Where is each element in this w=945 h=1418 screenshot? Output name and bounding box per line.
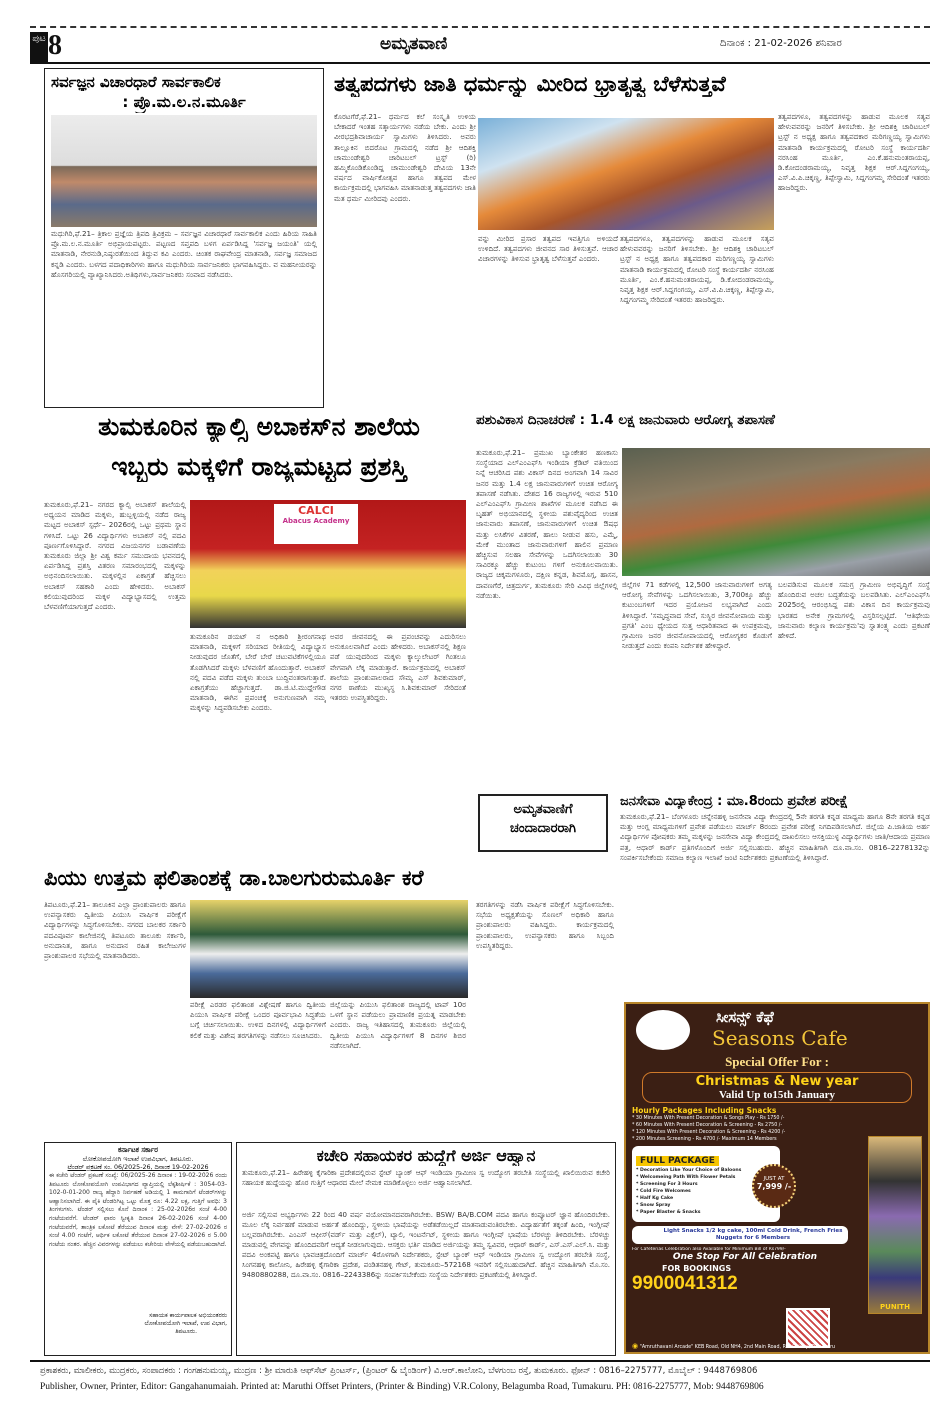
subscribe-line-1: ಅಮೃತವಾಣಿಗೆ [513,802,573,817]
story-tatvapada-headline: ತತ್ವಪದಗಳು ಜಾತಿ ಧರ್ಮನ್ನು ಮೀರಿದ ಭ್ರಾತೃತ್ವ ಬೆಳೆಸುತ್ತವೆ [334,72,726,96]
story-pu-headline: ಪಿಯು ಉತ್ತಮ ಫಲಿತಾಂಶಕ್ಕೆ ಡಾ.ಬಾಲಗುರುಮೂರ್ತಿ ಕರೆ [44,866,424,890]
hourly-item: * 200 Minutes Screening - Rs 4700 /- Maximum 14 Members [632,1137,777,1142]
story-pu-col4: ತರಗತಿಗಳನ್ನು ನಡೆಸಿ ವಾರ್ಷಿಕ ಪರೀಕ್ಷೆಗೆ ಸಿದ್ಧಗೊಳಿಸಬೇಕು. ಸಭೆಯ ಅಧ್ಯಕ್ಷತೆಯನ್ನು ಸೊಣಲ್ ಅಧಿಕಾರಿ ಹಾಗೂ ಪ್ರಾಂಶುಪಾಲರು ವಹಿಸಿದ್ದರು. ಕಾರ್ಯಕ್ರಮದಲ್ಲಿ ಪ್ರಾಂಶುಪಾಲರು, ಉಪನ್ಯಾಸಕರು ಹಾಗೂ ಸಿಬ್ಬಂದಿ ಉಪಸ್ಥಿತರಿದ್ದರು. [476,900,614,950]
offer-title: Special Offer For : [725,1054,829,1069]
cafe-name-english: Seasons Cafe [712,1026,848,1050]
ad-photo-caption: PUNITH [880,1303,910,1311]
story-sarvajna [44,68,324,408]
story-pashuvikas-col1: ತುಮಕೂರು,ಫೆ.21– ಪ್ರಮುಖ ಬ್ಯಾಂಕೇತರ ಹಣಕಾಸು ಸಂಸ್ಥೆಯಾದ ಎಲ್‌ಎಂಎಫ್‌ಸಿ ಇಂಡಿಯಾ ಕ್ರೆಡಿಟ್ ವತಿಯಿಂದ ನಿನ್ನೆ ಆಚರಿಸಿದ ಪಶು ವಿಕಾಸ್ ದಿನದ ಅಂಗವಾಗಿ 14 ಸಾವಿರ ಜನರ ಮತ್ತು 1.4 ಲಕ್ಷ ಜಾನುವಾರುಗಳಿಗೆ ಉಚಿತ ಆರೋಗ್ಯ ತಪಾಸಣೆ ನಡೆಸಿತು. ದೇಶದ 16 ರಾಜ್ಯಗಳಲ್ಲಿ ಇರುವ 510 ಎಲ್‌ಎಂಎಫ್‌ಸಿ ಗ್ರಾಮೀಣ ಶಾಖೆಗಳ ಮೂಲಕ ನಡೆಸಿದ ಈ ಬೃಹತ್ ಅಭಿಯಾನದಲ್ಲಿ ಸ್ಥಳೀಯ ಪಶುವೈದ್ಯರಿಂದ ಉಚಿತ ಜಾನುವಾರು ತಪಾಸಣೆ, ಜಾನುವಾರುಗಳಿಗೆ ಉಚಿತ ಔಷಧ ಮತ್ತು ಲಸಿಕೆಗಳ ವಿತರಣೆ, ಹಾಲು ನೀಡುವ ಹಸು, ಎಮ್ಮೆ, ಮೇಕೆ ಮುಂತಾದ ಜಾನುವಾರುಗಳಿಗೆ ಹಾಲಿನ ಪ್ರಮಾಣ ಹೆಚ್ಚಿಸುವ ಸಲಹಾ ಸೇವೆಗಳನ್ನು ಒದಗಿಸಲಾಯಿತು 30 ಸಾವಿರಕ್ಕೂ ಹೆಚ್ಚು ಕುಟುಂಬ ಗಳಿಗೆ ಅನುಕೂಲವಾಯಿತು. ರಾಜ್ಯದ ಚಿಕ್ಕಮಗಳೂರು, ದಕ್ಷಿಣ ಕನ್ನಡ, ಶಿವಮೊಗ್ಗ, ಹಾಸನ, ದಾವಣಗೆರೆ, ಚಿತ್ರದುರ್ಗ, ತುಮಕೂರು ಸೇರಿ ವಿವಿಧ ಜಿಲ್ಲೆಗಳಲ್ಲಿ ನಡೆಯಿತು. [476,448,618,600]
ad-address-text: "Amruthavani Arcade" KEB Road, Old NH4, 2nd Main Road, R.V Colony, Tumakuru [639,1345,836,1350]
full-item: * Decoration Like Your Choice of Baloons [636,1168,742,1173]
location-pin-icon: ◉ [632,1342,639,1350]
story-pashuvikas-photo [622,448,930,576]
calci-banner-title: CALCI [298,504,334,517]
story-sarvajna-headline-1: ಸರ್ವಜ್ಞನ ವಿಚಾರಧಾರೆ ಸಾರ್ವಕಾಲಿಕ [51,73,221,91]
calci-banner-subtitle: Abacus Academy [282,517,350,525]
story-pu-col1: ತಿಪಟೂರು,ಫೆ.21– ತಾಲೂಕಿನ ಎಲ್ಲಾ ಪ್ರಾಂಶುಪಾಲರು ಹಾಗೂ ಉಪನ್ಯಾಸಕರು ದ್ವಿತೀಯ ಪಿಯುಸಿ ವಾರ್ಷಿಕ ಪರೀಕ್ಷೆಗೆ ವಿದ್ಯಾರ್ಥಿಗಳನ್ನು ಸಿದ್ಧಗೊಳಿಸಬೇಕು. ನಗರದ ಬಾಲಕರ ಸರ್ಕಾರಿ ಪದವಿಪೂರ್ವ ಕಾಲೇಜಿನಲ್ಲಿ ತಿಪಟೂರು ತಾಲೂಕು ಸರ್ಕಾರಿ, ಅನುದಾನಿತ, ಹಾಗೂ ಅನುದಾನ ರಹಿತ ಕಾಲೇಜುಗಳ ಪ್ರಾಂಶುಪಾಲರ ಸಭೆಯಲ್ಲಿ ಮಾತನಾಡಿದರು. [44,900,186,961]
cafeteria-note: For Cafeterias Celebration also Available for Minimum Bill of Rs799/- [632,1247,786,1252]
bookings-label: FOR BOOKINGS [662,1264,732,1273]
tender-notice [44,1142,232,1356]
hourly-item: * 60 Minutes With Present Decoration & Screening - Rs 2750 /- [632,1123,783,1128]
story-pu-col3: ಜಿಲ್ಲೆಯನ್ನು ಪಿಯುಸಿ ಫಲಿತಾಂಶ ರಾಜ್ಯದಲ್ಲಿ ಟಾಪ್ 10ರ ಒಳಗೆ ಸ್ಥಾನ ಪಡೆಯಲು ಪ್ರಾಮಾಣಿಕ ಪ್ರಯತ್ನ ಮಾಡಬೇಕು ಎಂದರು. ರಾಜ್ಯ ಇತಿಹಾಸದಲ್ಲಿ ತುಮಕೂರು ಜಿಲ್ಲೆಯಲ್ಲಿ ದ್ವಿತೀಯ ಪಿಯುಸಿ ವಿದ್ಯಾರ್ಥಿಗಳಿಗೆ 8 ದಿನಗಳ ಶಿಬಿರ ನಡೆಸಲಾಗಿದೆ. [330,1000,466,1050]
imprint-english: Publisher, Owner, Printer, Editor: Gangahanumaiah. Printed at: Maruthi Offset Printers, (Printer & Binding) V.R.Colony, Belagumba Road, Tumakuru. PH: 0816-2275777, Mob: 9448769806 [40,1382,764,1392]
cafe-logo [636,1010,690,1050]
ad-address [632,1342,922,1350]
tender-sign-2: ಲೋಕೋಪಯೋಗಿ ಇಲಾಖೆ, ಉಪ ವಿಭಾಗ, [144,1320,227,1327]
one-stop: One Stop For All Celebration [672,1252,818,1262]
hourly-list [632,1115,812,1143]
story-tatvapada-col1: ಕೊರಟಗೆರೆ,ಫೆ.21– ಧರ್ಮದ ಕಲೆ ಸಂಸ್ಕೃತಿ ಉಳಿಯ ಬೇಕಾದರೆ ಇಂತಹ ಸತ್ಕಾರ್ಯಗಳು ನಡೆಯ ಬೇಕು. ಎಂದು ಶ್ರೀ ವೀರಭದ್ರಶಿವಾಚಾರ್ಯ ಸ್ವಾಮಿಗಳು ತಿಳಿಸಿದರು. ಅವರು ತಾಲ್ಲೂಕಿನ ಬಿದರೊಟ ಗ್ರಾಮದಲ್ಲಿ ನಡೆದ ಶ್ರೀ ಆದಿಶಕ್ತಿ ಚಾಮುಂಡೇಶ್ವರಿ ಚಾರಿಟಬಲ್ ಟ್ರಸ್ಟ್ (ರಿ) ಹಮ್ಮಿಕೊಂಡಿಕೊಂಡಿದ್ದ ಚಾಮುಂಡೇಶ್ವರಿ ದೇವಿಯ 13ನೇ ವರ್ಷದ ವಾರ್ಷಿಕೋತ್ಸವ ಹಾಗೂ ತತ್ವಪದ ಮೇಳ ಕಾರ್ಯಕ್ರಮದಲ್ಲಿ ಭಾಗವಹಿಸಿ ಮಾತನಾಡುತ್ತ ತತ್ವಪದಗಳು ಜಾತಿ ಮತ ಧರ್ಮ ಮೀರಿದವು ಎಂದರು. [334,112,476,203]
tender-sign-1: ಸಹಾಯಕ ಕಾರ್ಯಪಾಲಕ ಅಭಿಯಂತರರು [149,1312,227,1319]
full-item: * Welcomeing Path With Flower Petals [636,1175,736,1180]
story-sarvajna-photo [51,115,317,227]
page-label: ಪುಟ [30,32,48,62]
full-item: * Paper Blaster & Snacks [636,1210,701,1215]
tender-line-3: ಟೆಂಡರ್ ಪ್ರಕಟಣೆ ಸಂ. 06/2025-26, ದಿನಾಂಕ 19-02-2026 [67,1164,209,1171]
masthead-title: ಅಮೃತವಾಣಿ [380,34,448,54]
imprint-kannada: ಪ್ರಕಾಶಕರು, ಮಾಲೀಕರು, ಮುದ್ರಕರು, ಸಂಪಾದಕರು : ಗಂಗಹನುಮಯ್ಯ, ಮುದ್ರಣ : ಶ್ರೀ ಮಾರುತಿ ಆಫ್‌ಸೆಟ್ ಪ್ರಿಂಟರ್ಸ್, (ಪ್ರಿಂಟರ್ & ಬೈಂಡಿಂಗ್) ವಿ.ಆರ್.ಕಾಲೋನಿ, ಬೆಳಗುಂಬ ರಸ್ತೆ, ತುಮಕೂರು. ಫೋನ್ : 0816–2275777, ಮೊಬೈಲ್ : 9448769806 [40,1366,758,1376]
snacks-box: Light Snacks 1/2 kg cake, 100ml Cold Drink, French Fries Nuggets for 6 Members [632,1226,848,1244]
hourly-item: * 30 Minutes With Present Decoration & Songs Play - Rs 1750 /- [632,1116,785,1121]
story-janaseva-headline: ಜನಸೇವಾ ವಿದ್ಯಾಕೇಂದ್ರ : ಮಾ.8ರಂದು ಪ್ರವೇಶ ಪರೀಕ್ಷೆ [620,794,848,809]
seasons-cafe-ad [624,1002,930,1354]
story-pashuvikas-col2: ಜಿಲ್ಲೆಗಳ 71 ಕಡೆಗಳಲ್ಲಿ 12,500 ಜಾನುವಾರುಗಳಿಗೆ ಅಗತ್ಯ ಆರೋಗ್ಯ ಸೇವೆಗಳನ್ನು ಒದಗಿಸಲಾಯಿತು, 3,700ಕ್ಕೂ ಹೆಚ್ಚು ಕುಟುಂಬಗಳಿಗೆ ಇದರ ಪ್ರಯೋಜನ ಲಭ್ಯವಾಗಿದೆ ಎಂದು ತಿಳಿಸಿದ್ದಾರೆ. 'ಸಮೃದ್ಧವಾದ ಸೇವೆ, ಸುಸ್ಥಿರ ಜೀವನೋಪಾಯ ಮತ್ತು ಪ್ರಗತಿ' ಎಂಬ ಧ್ಯೇಯದ ಸುತ್ತ ಆಧಾರಿತವಾದ ಈ ಉಪಕ್ರಮವು, ಗ್ರಾಮೀಣ ಜನರ ಜೀವನೋಪಾಯದಲ್ಲಿ ಆರೋಗ್ಯಕರ ಕೊಡುಗೆ ನೀಡುತ್ತದೆ ಎಂದು ಕಂಪನಿ ನಿರ್ದೇಶಕ ಹೇಳಿದ್ದಾರೆ. [622,580,772,651]
page-number: 8 [48,30,62,61]
story-tatvapada-col4: ತತ್ವಪದಗಳೂ, ತತ್ವಪದಗಳನ್ನು ಹಾಡುವ ಮೂಲಕ ಸತ್ಯವ ಹೇಳುವವರನ್ನು ಜನರಿಗೆ ತಿಳಿಸಬೇಕು. ಶ್ರೀ ಆದಿಶಕ್ತಿ ಚಾರಿಟಬಲ್ ಟ್ರಸ್ಟ್ ನ ಅಧ್ಯಕ್ಷ ಹಾಗೂ ತತ್ವಪದಕಾರ ಮರಿಗಣ್ಣಯ್ಯ ಸ್ವಾಮಿಗಳು ಮಾತನಾಡಿ ಕಾರ್ಯಕ್ರಮದಲ್ಲಿ ರೋಟರಿ ಸಂಸ್ಥೆ ಕಾರ್ಯದರ್ಶಿ ನರಸಿಂಹ ಮೂರ್ತಿ, ಎಂ.ಕೆ.ಹನುಮಂತರಾಯಪ್ಪ, ಡಿ.ಕೋದಂಡರಾಮಯ್ಯ, ನಿವೃತ್ತ ಶಿಕ್ಷಕ ಆರ್.ಸಿದ್ದಗಂಗಯ್ಯ, ಎಸ್.ವಿ.ಪಿ.ಚಿಕ್ಕಣ್ಣ, ತಿಪ್ಪೇಸ್ವಾಮಿ, ಸಿದ್ದಗಂಗಮ್ಮ ಸೇರಿದಂತೆ ಇತರರು ಹಾಜರಿದ್ದರು. [778,112,930,193]
top-dashed-line [30,26,930,28]
story-tatvapada-photo [478,118,774,230]
tender-line-1: ಕರ್ನಾಟಕ ಸರ್ಕಾರ [118,1146,158,1154]
story-pu-col2: ಪರೀಕ್ಷೆ ಎರಡರ ಫಲಿತಾಂಶ ವಿಶ್ಲೇಷಣೆ ಹಾಗೂ ದ್ವಿತೀಯ ಪಿಯುಸಿ ವಾರ್ಷಿಕ ಪರೀಕ್ಷೆ ಒಂದರ ಪೂರ್ವಭಾವಿ ಸಿದ್ಧತೆಯ ಬಗ್ಗೆ ಚರ್ಚಿಸಲಾಯಿತು. ಉಳಿದ ದಿನಗಳಲ್ಲಿ ವಿದ್ಯಾರ್ಥಿಗಳಿಗೆ ಕಲಿಕೆ ಮತ್ತು ವಿಶೇಷ ತರಗತಿಗಳನ್ನು ನಡೆಸಲು ಸೂಚಿಸಿದರು. [190,1000,326,1040]
story-pu-photo [190,900,468,998]
story-pashuvikas-col3: ಬಲಪಡಿಸುವ ಮೂಲಕ ಸಮಗ್ರ ಗ್ರಾಮೀಣ ಅಭಿವೃದ್ಧಿಗೆ ಸಂಸ್ಥೆ ಹೊಂದಿರುವ ಅಚಲ ಬದ್ಧತೆಯನ್ನು ಬಲಪಡಿಸಿತು. ಎಲ್‌ಎಂಎಫ್‌ಸಿ 2025ರಲ್ಲಿ ಆರಂಭಿಸಿದ್ದ ಪಶು ವಿಕಾಸ ದಿನ ಕಾರ್ಯಕ್ರಮವು ಭಾರತದ ಅನೇಕ ಗ್ರಾಮಗಳಲ್ಲಿ ವಿಸ್ತರಿಸಲ್ಪಟ್ಟಿದೆ. 'ಆತಿಥೇಯ ಜಾನುವಾರು ಕಲ್ಯಾಣ ಕಾರ್ಯಕ್ರಮ'ವು ಸ್ವಾತಂತ್ರ್ಯ ಎಂದು ಪ್ರಕಟಣೆ ಹೇಳಿದೆ. [778,580,930,641]
story-calci-col2: ತುಮಕೂರಿನ ಡಯಟ್ ನ ಅಧಿಕಾರಿ ಶ್ರೀರಂಗನಾಥ ಮಾತನಾಡಿ, ಮಕ್ಕಳಿಗೆ ಸರಿಯಾದ ರೀತಿಯಲ್ಲಿ ವಿದ್ಯಾಭ್ಯಾಸ ನೀಡುವುದರ ಜೊತೆಗೆ, ಬೇರೆ ಬೇರೆ ಚಟುವಟಿಕೆಗಳಲ್ಲಿಯೂ ತೊಡಗಿಸಿದರೆ ಮಕ್ಕಳು ಬೆಳವಣಿಗೆ ಹೊಂದುತ್ತಾರೆ. ಅಬಾಕಸ್ ನಲ್ಲಿ ಪದವಿ ಪಡೆದ ಮಕ್ಕಳು ತುಂಬಾ ಬುದ್ಧಿವಂತರಾಗುತ್ತಾರೆ. ಏಕಾಗ್ರತೆಯು ಹೆಚ್ಚಾಗುತ್ತದೆ. ಡಾ.ಜಿ.ಟಿ.ಮುದ್ದೇಗೌಡ ಮಾತನಾಡಿ, ಈಗಿನ ಪ್ರಪಂಚಕ್ಕೆ ಅನುಗುಣವಾಗಿ ನಮ್ಮ ಮಕ್ಕಳನ್ನು ಸಿದ್ಧಪಡಿಸಬೇಕು ಎಂದರು. [190,632,326,713]
cafe-name-kannada: ಸೀಸನ್ಸ್ ಕೆಫೆ [716,1008,774,1026]
masthead-rule [30,62,930,64]
story-calci-headline-2: ಇಬ್ಬರು ಮಕ್ಕಳಿಗೆ ರಾಜ್ಯಮಟ್ಟದ ಪ್ರಶಸ್ತಿ [111,452,407,481]
hourly-item: * 120 Minutes With Present Decoration & Screening - Rs 4200 /- [632,1130,786,1135]
tender-body: ಈ ಕಚೇರಿ ಟೆಂಡರ್ ಪ್ರಕಟಣೆ ಸಂಖ್ಯೆ: 06/2025-26 ದಿನಾಂಕ : 19-02-2026 ರಂದು ತಿಪಟೂರು ಲೋಕೋಪಯೋಗಿ ಉಪವಿಭಾಗದ ವ್ಯಾಪ್ತಿಯಲ್ಲಿ ಲೆಕ್ಕಶೀರ್ಷಿಕೆ : 3054-03-102-0-01-200 ರಾಜ್ಯ ಹೆದ್ದಾರಿ ನಿರ್ವಹಣೆ ಅಡಿಯಲ್ಲಿ 1 ಕಾಮಗಾರಿಗೆ ಟೆಂಡರ್‌ಗಳನ್ನು ಆಹ್ವಾನಿಸಲಾಗಿದೆ. ಈ ಪೈಕಿ ಟೆಂಡರಿಗಿಟ್ಟ ಒಟ್ಟು ಮೊತ್ತ ರೂ: 4.22 ಲಕ್ಷ, ಗುತ್ತಿಗೆ ಅವಧಿ: 3 ತಿಂಗಳುಗಳು. ಟೆಂಡರ್ ಸಲ್ಲಿಸಲು ಕೊನೆ ದಿನಾಂಕ : 25-02-2026ರ ಸಂಜೆ 4-00 ಗಂಟೆಯವರೆಗೆ. ಟೆಂಡರ್ ಫಾರಂ ಸ್ವೀಕೃತಿ ದಿನಾಂಕ 26-02-2026 ಸಂಜೆ 4-00 ಗಂಟೆಯವರೆಗೆ, ತಾಂತ್ರಿಕ ಲಕೋಟೆ ತೆರೆಯುವ ದಿನಾಂಕ ಮತ್ತು ವೇಳೆ: 27-02-2026 ರ ಸಂಜೆ 4.00 ಗಂಟೆಗೆ, ಆರ್ಥಿಕ ಲಕೋಟೆ ತೆರೆಯುವ ದಿನಾಂಕ 27-02-2026 ರ 5.00 ಗಂಟೆಯ ನಂತರ. ಹೆಚ್ಚಿನ ವಿವರಗಳನ್ನು ಪಡೆಯಲು ಕಚೇರಿಯ ವೇಳೆಯಲ್ಲಿ ಪಡೆಯಬಹುದಾಗಿದೆ. [49,1172,227,1248]
full-item: * Screening For 3 Hours [636,1182,698,1187]
footer-rule [30,1360,930,1362]
tender-line-2: ಲೋಕೋಪಯೋಗಿ ಇಲಾಖೆ ಉಪವಿಭಾಗ, ತಿಪಟೂರು. [82,1155,194,1163]
story-sarvajna-body: ಮಧುಗಿರಿ,ಫೆ.21– ತ್ರಿಕಾಲ ಪ್ರಜ್ಞೆಯ ತ್ರಿಪದಿ ತ್ರಿವಿಕ್ರಮ – ಸರ್ವಜ್ಞನ ವಿಚಾರಧಾರೆ ಸಾರ್ವಕಾಲಿಕ ಎಂದು ಹಿರಿಯ ಸಾಹಿತಿ ಪ್ರೊ.ಮ.ಲ.ನ.ಮೂರ್ತಿ ಅಭಿಪ್ರಾಯಪಟ್ಟರು. ಪಟ್ಟಣದ ಸಪ್ತಪದಿ ಬಳಗ ಏರ್ಪಡಿಸಿದ್ದ 'ಸರ್ವಜ್ಞ ಜಯಂತಿ' ಯಲ್ಲಿ ಮಾತನಾಡಿ, ನೇರನುಡಿ,ನಿಷ್ಠುರತೆಯಿಂದ ತಿದ್ದುವ ಕವಿ ಎಂದರು. ಚಿಂತಕ ರಾಘವೇಂದ್ರ ಮಾತನಾಡಿ, ಸರ್ವಜ್ಞ ಸಮಾಜದ ಕನ್ನಡಿ ಎಂದರು. ಬಳಗದ ಪದಾಧಿಕಾರಿಗಳು ಹಾಗೂ ಮಧುಗಿರಿಯ ಸಾರ್ವಜನಿಕರು ಭಾಗವಹಿಸಿದ್ದರು. ವ ಮಹನೀಯರನ್ನು ಹೊಸಗರಿಯಲ್ಲಿ ವ್ಯಾಖ್ಯಾನಿಸಿದರು.ಅತಿಥಿಗಳು,ಸಾರ್ವಜನಿಕರು ಸಂವಾದ ನಡೆಸಿದರು. [51,229,317,279]
masthead-date: ದಿನಾಂಕ : 21-02-2026 ಶನಿವಾರ [720,38,842,49]
story-pashuvikas-headline: ಪಶುವಿಕಾಸ ದಿನಾಚರಣೆ : 1.4 ಲಕ್ಷ ಜಾನುವಾರು ಆರೋಗ್ಯ ತಪಾಸಣೆ [476,412,775,428]
full-package-title: FULL PACKAGE [636,1156,719,1166]
tender-sign-3: ತಿಪಟೂರು. [175,1328,197,1335]
subscribe-box [478,794,608,852]
full-item: * Cold Fire Welcomes [636,1189,691,1194]
hourly-title: Hourly Packages Including Snacks [632,1106,777,1115]
story-calci-photo [190,500,466,628]
offer-box [642,1072,912,1103]
calci-banner [274,504,358,544]
story-janaseva-body: ತುಮಕೂರು,ಫೆ.21– ಬೆಂಗಳೂರು ಚನ್ನೇನಹಳ್ಳಿ ಜನಸೇವಾ ವಿದ್ಯಾ ಕೇಂದ್ರದಲ್ಲಿ 5ನೇ ತರಗತಿ ಕನ್ನಡ ಮಾಧ್ಯಮ ಹಾಗೂ 8ನೇ ತರಗತಿ ಕನ್ನಡ ಮತ್ತು ಆಂಗ್ಲ ಮಾಧ್ಯಮಗಳಿಗೆ ಪ್ರವೇಶ ಪಡೆಯಲು ಮಾರ್ಚ್ 8ರಂದು ಪ್ರವೇಶ ಪರೀಕ್ಷೆ ನಿಗದಿಪಡಿಸಲಾಗಿದೆ. ಜಿಲ್ಲೆಯ ಪಿ.ಜಾತಿಯ ಅರ್ಹ ವಿದ್ಯಾರ್ಥಿಗಳ ಪೋಷಕರು ತಮ್ಮ ಮಕ್ಕಳನ್ನು ಜನಸೇವಾ ವಿದ್ಯಾ ಕೇಂದ್ರದಲ್ಲಿ ದಾಖಲಿಸಲು ಆಸಕ್ತಿಯುಳ್ಳ ವಿದ್ಯಾರ್ಥಿಗಳು ಜಾತಿ/ಆದಾಯ ಪ್ರಮಾಣ ಪತ್ರ, ಆಧಾರ್ ಕಾರ್ಡ್ ಪ್ರತಿಗಳೊಂದಿಗೆ ಅರ್ಜಿ ಸಲ್ಲಿಸಬಹುದು. ಹೆಚ್ಚಿನ ಮಾಹಿತಿಗಾಗಿ ದೂ.ವಾ.ಸಂ. 0816–2278132ನ್ನು ಸಂಪರ್ಕಿಸಬೇಕೆಂದು ಸಮಾಜ ಕಲ್ಯಾಣ ಇಲಾಖೆ ಜಂಟಿ ನಿರ್ದೇಶಕರು ಪ್ರಕಟಣೆಯಲ್ಲಿ ತಿಳಿಸಿದ್ದಾರೆ. [620,812,930,862]
full-item: * Half Kg Cake [636,1196,674,1201]
offer-occasion: Christmas & New year [695,1074,859,1089]
story-calci-col1: ತುಮಕೂರು,ಫೆ.21– ನಗರದ ಕ್ಯಾಲ್ಸಿ ಅಬಾಕಸ್ ಶಾಲೆಯಲ್ಲಿ ಅಧ್ಯಯನ ಮಾಡಿದ ಮಕ್ಕಳು, ಹುಬ್ಬಳ್ಳಿಯಲ್ಲಿ ನಡೆದ ರಾಜ್ಯ ಮಟ್ಟದ ಅಬಾಕಸ್ ಸ್ಪರ್ಧೆ– 2026ರಲ್ಲಿ ಒಟ್ಟು ಪ್ರಥಮ ಸ್ಥಾನ ಗಳಿಸಿದೆ. ಒಟ್ಟು 26 ವಿದ್ಯಾರ್ಥಿಗಳು ಅಬಾಕಸ್ ನಲ್ಲಿ ಪದವಿ ಪೂರ್ಣಗೊಳಿಸಿದ್ದಾರೆ. ನಗರದ ವಿಜಯನಗರ ಬಡಾವಣೆಯ ತುಮಕೂರು ಜಿಲ್ಲಾ ಶ್ರೀ ವಿಶ್ವ ಕರ್ಮ ಸಮುದಾಯ ಭವನದಲ್ಲಿ ಏರ್ಪಡಿಸಿದ್ದ ಪ್ರಶಸ್ತಿ ವಿತರಣ ಸಮಾರಂಭದಲ್ಲಿ ಮಕ್ಕಳನ್ನು ಅಭಿನಂದಿಸಲಾಯಿತು. ಮಕ್ಕಳಲ್ಲಿನ ಏಕಾಗ್ರತೆ ಹೆಚ್ಚಿಸಲು ಅಬಾಕಸ್ ಸಹಕಾರಿ ಎಂದು ಹೇಳಿದರು. ಅಬಾಕಸ್ ಕಲಿಯುವುದರಿಂದ ಮಕ್ಕಳ ವಿದ್ಯಾಭ್ಯಾಸದಲ್ಲಿ ಉತ್ತಮ ಬೆಳವಣಿಗೆಯಾಗುತ್ತದೆ ಎಂದರು. [44,500,186,612]
subscribe-line-2: ಚಂದಾದಾರರಾಗಿ [509,821,577,836]
booking-phone[interactable]: 9900041312 [632,1273,738,1294]
ad-photo-stack [868,1136,922,1314]
story-calci-headline-1: ತುಮಕೂರಿನ ಕ್ಯಾಲ್ಸಿ ಅಬಾಕಸ್‌ನ ಶಾಲೆಯ [98,412,420,441]
story-tatvapada-col3: ತತ್ವಪದಗಳೂ, ತತ್ವಪದಗಳನ್ನು ಹಾಡುವ ಮೂಲಕ ಸತ್ಯವ ಹೇಳುವವರನ್ನು ಜನರಿಗೆ ತಿಳಿಸಬೇಕು. ಶ್ರೀ ಆದಿಶಕ್ತಿ ಚಾರಿಟಬಲ್ ಟ್ರಸ್ಟ್ ನ ಅಧ್ಯಕ್ಷ ಹಾಗೂ ತತ್ವಪದಕಾರ ಮರಿಗಣ್ಣಯ್ಯ ಸ್ವಾಮಿಗಳು ಮಾತನಾಡಿ ಕಾರ್ಯಕ್ರಮದಲ್ಲಿ ರೋಟರಿ ಸಂಸ್ಥೆ ಕಾರ್ಯದರ್ಶಿ ನರಸಿಂಹ ಮೂರ್ತಿ, ಎಂ.ಕೆ.ಹನುಮಂತರಾಯಪ್ಪ, ಡಿ.ಕೋದಂಡರಾಮಯ್ಯ, ನಿವೃತ್ತ ಶಿಕ್ಷಕ ಆರ್.ಸಿದ್ದಗಂಗಯ್ಯ, ಎಸ್.ವಿ.ಪಿ.ಚಿಕ್ಕಣ್ಣ, ತಿಪ್ಪೇಸ್ವಾಮಿ, ಸಿದ್ದಗಂಗಮ್ಮ ಸೇರಿದಂತೆ ಇತರರು ಹಾಜರಿದ್ದರು. [620,234,774,305]
story-office-assistant [236,1142,616,1356]
story-office-assistant-para1: ತುಮಕೂರು,ಫೆ.21– ಹಿರೇಹಳ್ಳಿ ಕೈಗಾರಿಕಾ ಪ್ರದೇಶದಲ್ಲಿರುವ ಸ್ಟೇಟ್ ಬ್ಯಾಂಕ್ ಆಫ್ ಇಂಡಿಯಾ ಗ್ರಾಮೀಣ ಸ್ವ ಉದ್ಯೋಗ ತರಬೇತಿ ಸಂಸ್ಥೆಯಲ್ಲಿ ಖಾಲಿಯಿರುವ ಕಚೇರಿ ಸಹಾಯಕ ಹುದ್ದೆಯನ್ನು ಹೊರ ಗುತ್ತಿಗೆ ಆಧಾರದ ಮೇಲೆ ನೇಮಕ ಮಾಡಿಕೊಳ್ಳಲು ಅರ್ಜಿ ಆಹ್ವಾನಿಸಲಾಗಿದೆ. [242,1169,610,1187]
full-item: * Snow Spray [636,1203,671,1208]
story-sarvajna-headline-2: : ಪ್ರೊ.ಮ.ಲ.ನ.ಮೂರ್ತಿ [122,93,246,111]
offer-valid: Valid Up to15th January [718,1089,836,1101]
price-badge-value: 7,999 /- [756,1182,792,1191]
price-badge-label: JUST AT [763,1176,785,1182]
story-tatvapada-col2: ವನ್ನು ಮೀರಿದ ಪ್ರಸಾರ ತತ್ವಪದ ಇವತ್ತಿಗೂ ಅಳಿಯದೆ ಉಳಿದಿದೆ. ತತ್ವಪದಗಳು ಜೀವನದ ಸಾರ ತಿಳಿಸುತ್ತವೆ. ಆಚಾರ ವಿಚಾರಗಳನ್ನು ತಿಳಿಸುವ ಭ್ರಾತೃತ್ವ ಬೆಳೆಸುತ್ತವೆ ಎಂದರು. [478,234,618,264]
story-calci-col3: ಅವರ ಜೀವನದಲ್ಲಿ ಈ ಪ್ರಪಂಚವನ್ನು ಎದುರಿಸಲು ಅನುಕೂಲವಾಗಿದೆ ಎಂದು ಹೇಳಿದರು. ಅಬಾಕಸ್‌ನಲ್ಲಿ ಶಿಕ್ಷಣ ಪಡೆ ಯುವುದರಿಂದ ಮಕ್ಕಳು ಕ್ಯಾಲ್ಕುಲೇಟರ್ ಗಿಂತಲೂ ವೇಗವಾಗಿ ಲೆಕ್ಕ ಮಾಡುತ್ತಾರೆ. ಕಾರ್ಯಕ್ರಮದಲ್ಲಿ ಅಬಾಕಸ್ ಶಾಲೆಯ ಪ್ರಾಂಶುಪಾಲರಾದ ಸೌಮ್ಯ ಎಸ್ ಶಿವಕುಮಾರ್, ನಗರ ಠಾಣೆಯ ಮುಖ್ಯಸ್ಥ ಸಿ.ಶಿವಕುಮಾರ್ ಸೇರಿದಂತೆ ಇತರರು ಉಪಸ್ಥಿತರಿದ್ದರು. [330,632,466,703]
price-badge [752,1164,796,1208]
story-office-assistant-para2: ಅರ್ಜಿ ಸಲ್ಲಿಸುವ ಅಭ್ಯರ್ಥಿಗಳು 22 ರಿಂದ 40 ವರ್ಷ ವಯೋಮಾನದವರಾಗಿರಬೇಕು. BSW/ BA/B.COM ಪದವಿ ಹಾಗೂ ಕಂಪ್ಯೂಟರ್ ಜ್ಞಾನ ಹೊಂದಿರಬೇಕು. ಮೂಲ ಲೆಕ್ಕ ನಿರ್ವಹಣೆ ಮಾಡುವ ಅರ್ಹತೆ ಹೊಂದಿದ್ದು, ಸ್ಥಳೀಯ ಭಾಷೆಯನ್ನು ಅಡೆತಡೆಯಿಲ್ಲದೆ ಮಾತನಾಡುವಂತಿರಬೇಕು. ವಿದ್ಯಾರ್ಹತೆಗೆ ತಕ್ಕಂತೆ ಹಿಂದಿ, ಇಂಗ್ಲೀಷ್ ಬಲ್ಲವರಾಗಿರಬೇಕು. ಎಂಎಸ್ ಆಫೀಸ್(ವರ್ಡ್ ಮತ್ತು ಎಕ್ಸೆಲ್), ಟ್ಯಾಲಿ, ಇಂಟರ್ನೆಟ್, ಸ್ಥಳೀಯ ಹಾಗೂ ಇಂಗ್ಲೀಷ್ ಭಾಷೆಯ ಬೆರಳಚ್ಚು ತಿಳಿದಿರಬೇಕು. ಬೆರಳಚ್ಚು ಮಾಡುವಲ್ಲಿ ವೇಗವನ್ನು ಹೊಂದಿದವರಿಗೆ ಆದ್ಯತೆ ನೀಡಲಾಗುವುದು. ಆಸಕ್ತರು ಭರ್ತಿ ಮಾಡಿದ ಅರ್ಜಿಯನ್ನು ತಮ್ಮ ಸ್ವವಿವರ, ಆಧಾರ್ ಕಾರ್ಡ್, ಎಸ್.ಎಸ್.ಎಲ್.ಸಿ. ಮತ್ತು ಪದವಿ ಅಂಕಪಟ್ಟಿ ಹಾಗೂ ಭಾವಚಿತ್ರದೊಂದಿಗೆ ಮಾರ್ಚ್ 4ರೊಳಗಾಗಿ ನಿರ್ದೇಶಕರು, ಸ್ಟೇಟ್ ಬ್ಯಾಂಕ್ ಆಫ್ ಇಂಡಿಯಾ ಗ್ರಾಮೀಣ ಸ್ವ ಉದ್ಯೋಗ ತರಬೇತಿ ಸಂಸ್ಥೆ, ಸಿಂಗನಹಳ್ಳಿ ಕಾಲೋನಿ, ಹಿರೇಹಳ್ಳಿ ಕೈಗಾರಿಕಾ ಪ್ರದೇಶ, ಪಂಡಿತನಹಳ್ಳಿ ಗೇಟ್, ತುಮಕೂರು–572168 ಇವರಿಗೆ ಸಲ್ಲಿಸಬಹುದಾಗಿದೆ. ಹೆಚ್ಚಿನ ಮಾಹಿತಿಗಾಗಿ ಮೊ.ಸಂ. 9480880288, ದೂ.ವಾ.ಸಂ. 0816–2243386ನ್ನು ಸಂಪರ್ಕಿಸಬೇಕೆಂದು ಸಂಸ್ಥೆಯ ನಿರ್ದೇಶಕರು ಪ್ರಕಟಣೆಯಲ್ಲಿ ತಿಳಿಸಿದ್ದಾರೆ. [242,1211,610,1279]
full-package-box [632,1146,792,1222]
story-office-assistant-headline: ಕಚೇರಿ ಸಹಾಯಕರ ಹುದ್ದೆಗೆ ಅರ್ಜಿ ಆಹ್ವಾನ [316,1146,536,1165]
